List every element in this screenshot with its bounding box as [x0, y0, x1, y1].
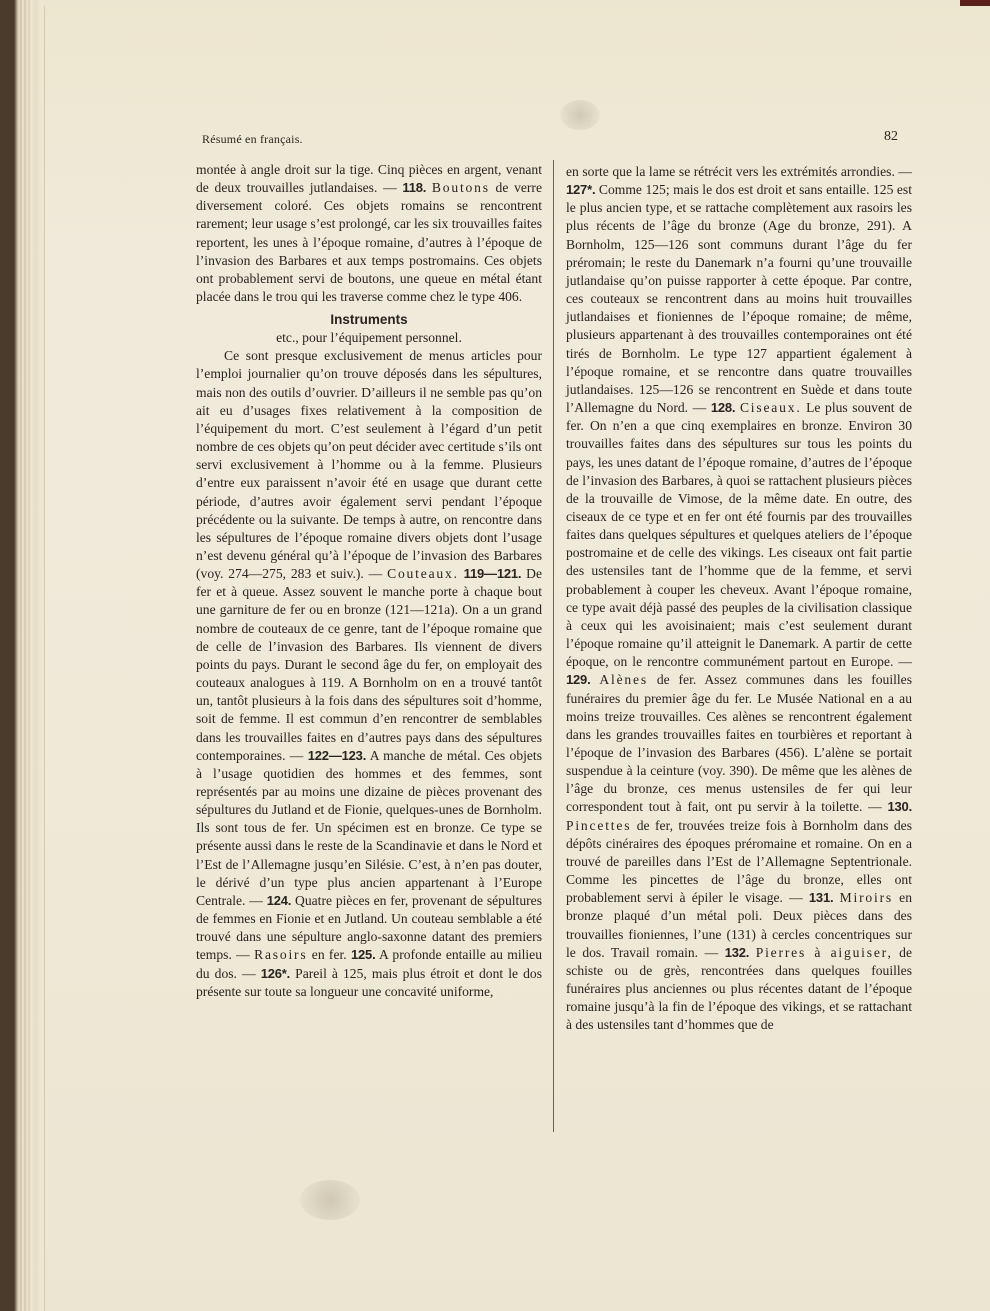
- paragraph-instruments: [196, 347, 542, 1001]
- spaced-term: Boutons: [431, 180, 490, 196]
- spaced-term: Alènes: [599, 672, 648, 688]
- spaced-term: Rasoirs: [254, 947, 308, 963]
- text-run: A manche de métal. Ces objets à l’usage quotidien des hommes et des femmes, sont représentés par au moins une dizaine de pièces provenant des sépultures du Jutland et de Fionie, quelques-unes de Bornholm. Ils sont tous de fer. Un spécimen est en bronze. Ce type se présente aussi dans le reste de la Scandinavie et dans le Nord et l’Est de l’Allemagne jusqu’en Silésie. C’est, à n’en pas douter, le dérivé d’un type plus ancien appartenant à l’Europe Centrale. —: [196, 747, 543, 908]
- type-number: 130.: [887, 799, 912, 815]
- section-heading: Instruments: [330, 312, 408, 328]
- section-subheading: etc., pour l’équipement personnel.: [276, 330, 462, 346]
- text-run: Ce sont presque exclusivement de menus articles pour l’emploi journalier qu’on trouve déposés dans les sépultures, mais non des outils d’ouvrier. D’ailleurs il ne semble pas qu’on ait eu d’usages fixes relativement à la composition de l’équipement du mort. C’est seulement à l’égard d’un petit nombre de ces objets qu’on peut décider avec certitude s’ils ont servi exclusivement à l’homme ou à la femme. Plusieurs d’entre eux paraissent n’avoir été en usage que durant cette période, d’autres avoir également servi pendant l’époque précédente ou la suivante. De temps à autre, on rencontre dans les sépultures de l’époque romaine divers objets dont l’usage n’est devenu général qu’à l’époque de l’invasion des Barbares (voy. 274—275, 283 et suiv.). —: [196, 348, 542, 582]
- text-run: de fer, trouvées treize fois à Bornholm dans des dépôts cinéraires des époques préromaine et romaine. On en a trouvé de pareilles dans l’Est de l’Allemagne Septentrionale. Comme les pincettes de l’âge du bronze, elles ont probablement servi à épiler le visage. —: [566, 817, 912, 906]
- type-number: 129.: [566, 672, 591, 688]
- text-run: de schiste ou de grès, rencontrées dans quelques fouilles funéraires plus anciennes ou plus récentes datant de l’époque romaine jusqu’à la fin de l’époque des vikings, et se rattachant à des ustensiles tant d’hommes que de: [566, 944, 913, 1033]
- type-number: 132.: [724, 944, 750, 960]
- paragraph-boutons: [196, 161, 542, 306]
- text-run: Pareil à 125, mais plus étroit et dont le dos présente sur toute sa longueur une concavité uniforme,: [196, 965, 542, 999]
- right-column: [566, 163, 912, 1035]
- paragraph-rasoirs-continued: [566, 163, 912, 1035]
- type-number: 124.: [266, 892, 292, 908]
- text-run: de verre diversement coloré. Ces objets romains se rencontrent rarement; leur usage s’est prolongé, car les six trouvailles faites reportent, les unes à l’époque romaine, d’autres à l’époque de l’invasion des Barbares et aux temps postromains. Ces objets ont probablement servi de boutons, une queue en métal étant placée dans le trou qui les traverse comme chez le type 406.: [196, 180, 542, 305]
- spaced-term: Pierres à aiguiser,: [755, 944, 893, 960]
- type-number: 119—121.: [463, 566, 522, 582]
- text-run: Le plus souvent de fer. On n’en a que cinq exemplaires en bronze. Environ 30 trouvailles faites dans des sépultures sur tous les points du pays, les unes datant de l’époque romaine, d’autres de l’époque de l’invasion des Barbares, à quoi se rattachent plusieurs pièces de la trouvaille de Vimose, de la même date. En outre, des ciseaux de ce type et en fer ont été fournis par des trouvailles faites dans quelques sépultures et quelques ateliers de l’époque postromaine et de celle des vikings. Les ciseaux ont fait partie des ustensiles tant de l’homme que de la femme, et servi probablement à couper les cheveux. Avant l’époque romaine, ce type avait déjà passé des peuples de la civilisation classique à ceux qui les avoisinaient; mais c’est seulement durant l’époque romaine qu’il atteignit le Danemark. A partir de cette époque, on le rencontre communément partout en Europe. —: [566, 400, 912, 670]
- text-run: de fer. Assez communes dans les fouilles funéraires du premier âge du fer. Le Musée National en a au moins treize trouvailles. Ces alènes se rencontrent également dans les grandes trouvailles faites en tourbières et reportant à l’époque de l’invasion des Barbares (456). L’alène se portait suspendue à la ceinture (voy. 390). De même que les alènes de l’âge du bronze, ces menus ustensiles de fer qui leur correspondent tout à fait, ont pu servir à la toilette. —: [566, 672, 912, 815]
- left-column: [196, 161, 542, 1001]
- spaced-term: Miroirs: [839, 890, 893, 906]
- text-run: Quatre pièces en fer, provenant de sépultures de femmes en Fionie et en Jutland. Un couteau semblable a été trouvé dans une sépulture anglo-saxonne datant des premiers temps. —: [196, 892, 542, 963]
- type-number: 122—123.: [307, 747, 367, 763]
- type-number: 128.: [710, 400, 736, 416]
- column-divider: [553, 160, 554, 1132]
- text-run: en sorte que la lame se rétrécit vers les extrémités arrondies. —: [566, 164, 912, 179]
- spaced-term: Couteaux.: [387, 566, 459, 582]
- paper-stain: [300, 1180, 360, 1220]
- text-run: en fer.: [307, 947, 351, 963]
- text-run: Comme 125; mais le dos est droit et sans entaille. 125 est le plus ancien type, et se rattache complètement aux rasoirs les plus récents de l’âge du bronze (Age du bronze, 291). A Bornholm, 125—126 sont communs durant l’âge du fer préromain; le reste du Danemark n’a fourni qu’une trouvaille jutlandaise qu’on puisse rapporter à cette époque. Par contre, ces couteaux se rencontrent dans au moins huit trouvailles jutlandaises et fioniennes de l’époque romaine; de même, plusieurs appartenant à des trouvailles contemporaines ont été tirés de Bornholm. Le type 127 appartient également à l’époque romaine, et se rencontre dans quatre trouvailles jutlandaises. 125—126 se rencontrent en Suède et dans toute l’Allemagne du Nord. —: [566, 182, 912, 416]
- text-run: en bronze plaqué d’un métal poli. Deux pièces dans des trouvailles fioniennes, l’une (131) à cercles concentriques sur le dos. Travail romain. —: [566, 890, 913, 960]
- spaced-term: Pincettes: [566, 817, 632, 833]
- spaced-term: Ciseaux.: [739, 400, 802, 416]
- type-number: 126*.: [260, 965, 291, 981]
- type-number: 131.: [808, 890, 834, 906]
- text-run: montée à angle droit sur la tige. Cinq pièces en argent, venant de deux trouvailles jutlandaises. —: [196, 162, 542, 196]
- paper-stain: [560, 100, 600, 130]
- text-run: De fer et à queue. Assez souvent le manche porte à chaque bout une garniture de fer ou en bronze (121—121a). On a un grand nombre de couteaux de ce genre, tant de l’époque romaine que de celle de l’invasion des Barbares. Ils viennent de divers points du pays. Durant le second âge du fer, on employait des couteaux analogues à 119. A Bornholm on en a trouvé tantôt un, tantôt plusieurs à la fois dans des sépultures soit d’homme, soit de femme. Il est commun d’en rencontrer de semblables dans les trouvailles faites en d’autres pays dans des sépultures contemporaines. —: [196, 566, 543, 763]
- type-number: 127*.: [566, 182, 596, 198]
- page-number: 82: [884, 129, 898, 144]
- type-number: 118.: [402, 180, 427, 196]
- type-number: 125.: [350, 947, 376, 963]
- text-run: A profonde entaille au milieu du dos. —: [196, 947, 543, 981]
- running-header: Résumé en français.: [202, 132, 303, 146]
